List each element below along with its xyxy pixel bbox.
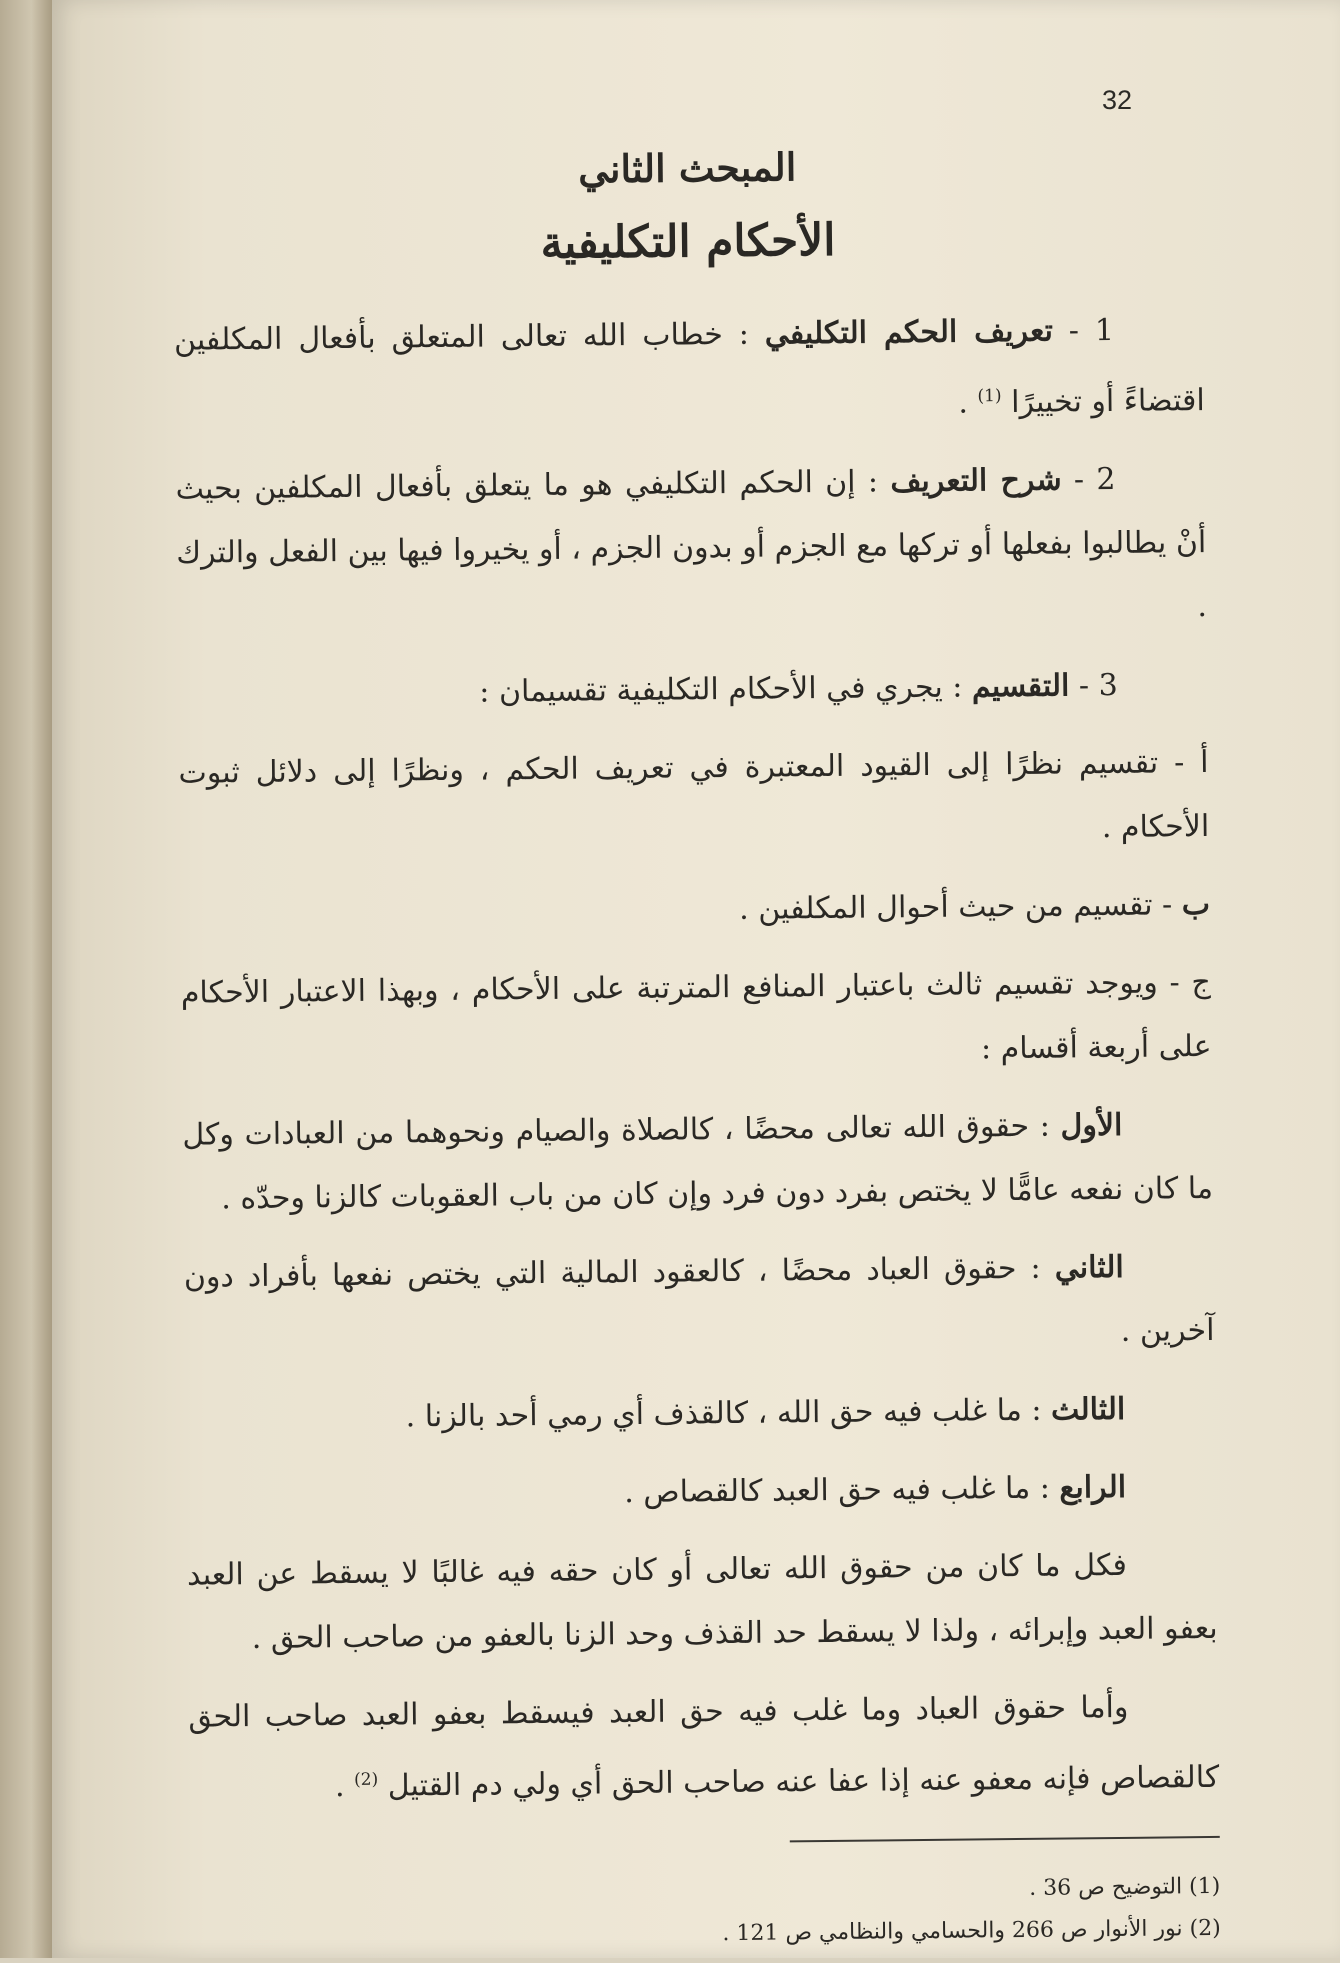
paragraph-text: - تقسيم من حيث أحوال المكلفين . — [739, 887, 1182, 927]
paragraph-jim: ج - ويوجد تقسيم ثالث باعتبار المنافع المترتبة على الأحكام ، وبهذا الاعتبار الأحكام على أربعة أقسام : — [180, 964, 1212, 1067]
footnote-ref: (1) — [977, 386, 1002, 407]
paragraph-text: وأما حقوق العباد وما غلب فيه حق العبد فيسقط بعفو العبد صاحب الحق كالقصاص فإنه معفو عنه إذا عفا عنه صاحب الحق أي ولي دم القتيل — [188, 1689, 1220, 1804]
paragraph-text: : حقوق العباد محضًا ، كالعقود المالية التي يختص نفعها بأفراد دون آخرين . — [183, 1250, 1215, 1349]
term-label: شرح التعريف — [890, 462, 1062, 500]
footnote-ref: (2) — [353, 1769, 379, 1790]
section-title: الأحكام التكليفية — [540, 214, 836, 269]
term-label: الثاني — [1054, 1249, 1124, 1286]
paragraph-text: : إن الحكم التكليفي هو ما يتعلق بأفعال المكلفين بحيث أنْ يطالبوا بفعلها أو تركها مع الجزم أو بدون الجزم ، أو يخيروا فيها بين الفعل والترك . — [175, 464, 1208, 625]
item-label: ب — [1181, 886, 1211, 923]
paragraph-tail: . — [958, 385, 978, 421]
paragraph-explanation — [175, 447, 1207, 650]
term-label: تعريف الحكم التكليفي — [764, 313, 1054, 352]
footnote-divider — [790, 1836, 1220, 1843]
paragraph-tail: . — [334, 1768, 355, 1805]
paragraph-text: : يجري في الأحكام التكليفية تقسيمان : — [479, 669, 973, 710]
paragraph-definition — [174, 298, 1205, 444]
section-heading: المبحث الثاني — [577, 144, 797, 192]
book-page — [52, 0, 1340, 1958]
item-number: 1 - — [1052, 312, 1115, 349]
paragraph-rights-of-servants — [188, 1675, 1219, 1821]
footnote-2: (2) نور الأنوار ص 266 والحسامي والنظامي ص 121 . — [722, 1915, 1221, 1947]
paragraph-text: : حقوق الله تعالى محضًا ، كالصلاة والصيام ونحوهما من العبادات وكل ما كان نفعه عامًّا لا يختص بفرد دون فرد وإن كان من باب العقوبات كالزنا وحدّه . — [182, 1108, 1214, 1217]
paragraph-ba — [180, 873, 1211, 948]
paragraph-fourth — [186, 1455, 1217, 1530]
item-number: 3 - — [1069, 667, 1118, 704]
book-spine — [0, 0, 52, 1958]
footnote-1: (1) التوضيح ص 36 . — [1029, 1873, 1221, 1901]
paragraph-text: : ما غلب فيه حق العبد كالقصاص . — [624, 1470, 1060, 1511]
term-label: التقسيم — [971, 668, 1070, 705]
term-label: الرابع — [1059, 1469, 1127, 1506]
paragraph-division — [177, 653, 1208, 728]
paragraph-text: : ما غلب فيه حق الله ، كالقذف أي رمي أحد بالزنا . — [405, 1392, 1052, 1435]
term-label: الأول — [1060, 1107, 1123, 1144]
item-number: 2 - — [1061, 461, 1116, 498]
paragraph-alif: أ - تقسيم نظرًا إلى القيود المعتبرة في تعريف الحكم ، ونظرًا إلى دلائل ثبوت الأحكام . — [178, 744, 1210, 846]
paragraph-third — [185, 1377, 1216, 1452]
paragraph-second — [184, 1235, 1215, 1374]
term-label: الثالث — [1050, 1391, 1126, 1428]
paragraph-rights-of-god: فكل ما كان من حقوق الله تعالى أو كان حقه فيه غالبًا لا يسقط عن العبد بعفو العبد وإبرائه ، ولذا لا يسقط حد القذف وحد الزنا بالعفو من صاحب الحق . — [186, 1547, 1218, 1657]
paragraph-text: : خطاب الله تعالى المتعلق بأفعال المكلفين اقتضاءً أو تخييرًا — [173, 316, 1205, 421]
paragraph-first — [182, 1093, 1213, 1232]
page-content — [172, 140, 1221, 1963]
page-number: 32 — [1102, 85, 1133, 115]
